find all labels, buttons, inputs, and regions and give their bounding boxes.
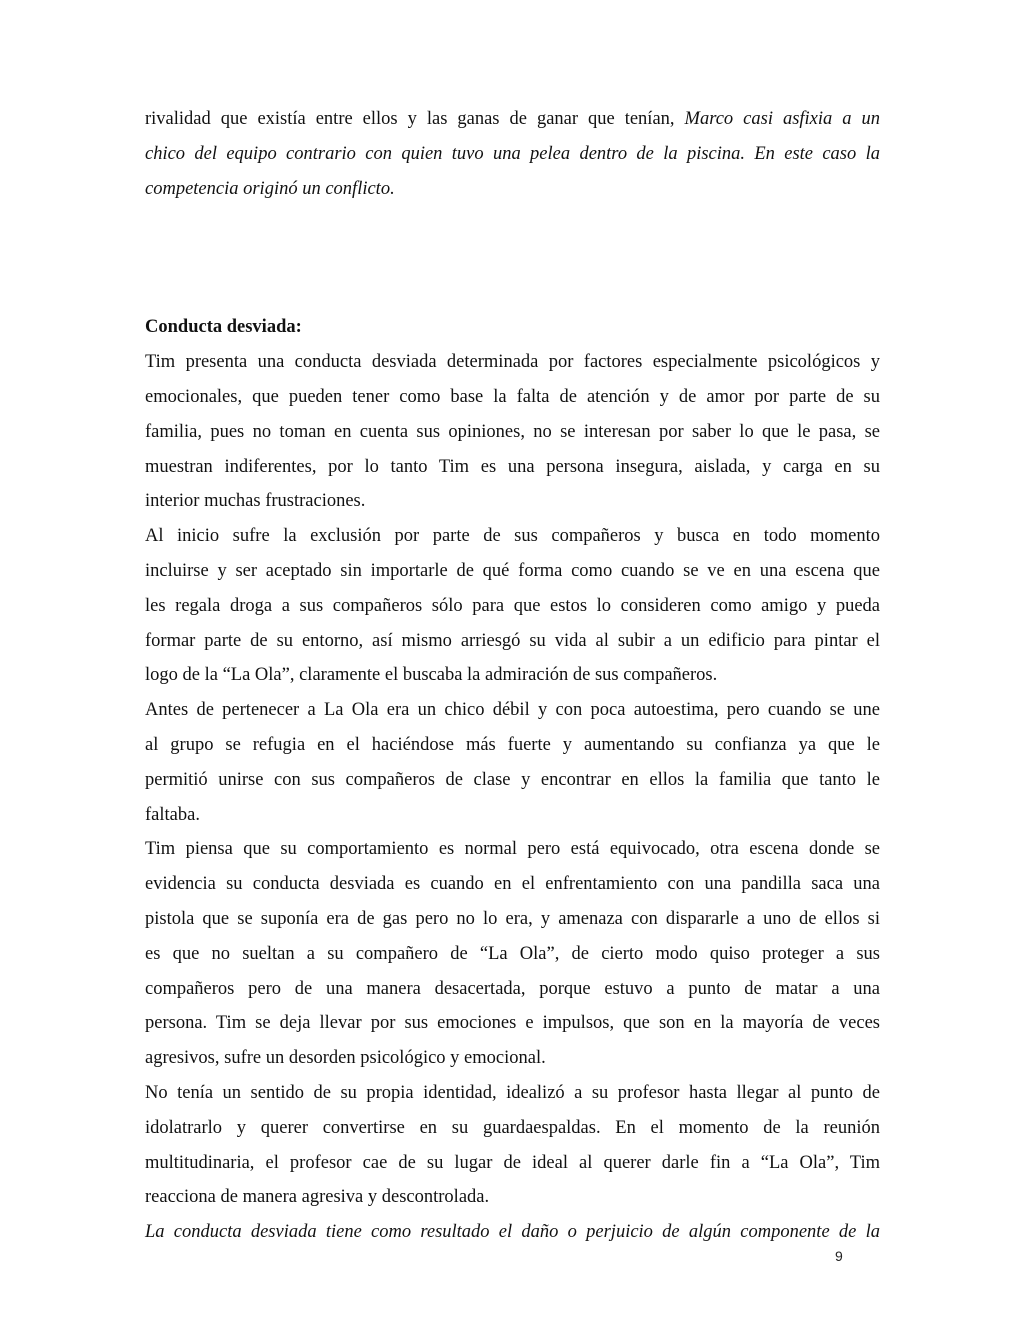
document-body — [145, 102, 880, 1250]
body-line: al grupo se refugia en el haciéndose más fuerte y aumentando su confianza ya que le — [145, 734, 880, 755]
body-line: es que no sueltan a su compañero de “La Ola”, de cierto modo quiso proteger a sus — [145, 943, 880, 964]
body-line: persona. Tim se deja llevar por sus emociones e impulsos, que son en la mayoría de veces — [145, 1013, 880, 1034]
body-line: logo de la “La Ola”, claramente el buscaba la admiración de sus compañeros. — [145, 665, 718, 686]
body-line: Al inicio sufre la exclusión por parte de sus compañeros y busca en todo momento — [145, 526, 880, 547]
intro-line-1-italic: Marco casi asfixia a un — [684, 109, 880, 129]
body-line: multitudinaria, el profesor cae de su lugar de ideal al querer darle fin a “La Ola”, Tim — [145, 1152, 880, 1173]
body-line: No tenía un sentido de su propia identidad, idealizó a su profesor hasta llegar al punto de — [145, 1082, 880, 1103]
body-line: idolatrarlo y querer convertirse en su guardaespaldas. En el momento de la reunión — [145, 1117, 880, 1138]
body-line: permitió unirse con sus compañeros de clase y encontrar en ellos la familia que tanto le — [145, 769, 880, 790]
body-line: Tim piensa que su comportamiento es normal pero está equivocado, otra escena donde se — [145, 839, 880, 860]
body-line: formar parte de su entorno, así mismo arriesgó su vida al subir a un edificio para pintar el — [145, 630, 880, 651]
final-italic-line: La conducta desviada tiene como resultado el daño o perjuicio de algún componente de la — [145, 1222, 880, 1243]
body-line: compañeros pero de una manera desacertada, porque estuvo a punto de matar a una — [145, 978, 880, 999]
section-heading: Conducta desviada: — [145, 317, 302, 338]
body-line: les regala droga a sus compañeros sólo para que estos lo consideren como amigo y pueda — [145, 595, 880, 616]
body-line: reacciona de manera agresiva y descontrolada. — [145, 1187, 490, 1208]
body-line: incluirse y ser aceptado sin importarle de qué forma como cuando se ve en una escena que — [145, 560, 880, 581]
intro-line-2: chico del equipo contrario con quien tuvo una pelea dentro de la piscina. En este caso la — [145, 143, 880, 164]
body-line: Tim presenta una conducta desviada determinada por factores especialmente psicológicos y — [145, 352, 880, 373]
body-paragraphs — [145, 345, 880, 1215]
body-line: Antes de pertenecer a La Ola era un chico débil y con poca autoestima, pero cuando se une — [145, 700, 880, 721]
body-line: emocionales, que pueden tener como base la falta de atención y de amor por parte de su — [145, 386, 880, 407]
section-spacer — [145, 206, 880, 310]
body-line: evidencia su conducta desviada es cuando en el enfrentamiento con una pandilla saca una — [145, 874, 880, 895]
body-line: interior muchas frustraciones. — [145, 491, 366, 512]
body-line: muestran indiferentes, por lo tanto Tim es una persona insegura, aislada, y carga en su — [145, 456, 880, 477]
intro-line-1 — [145, 102, 880, 137]
page-number: 9 — [835, 1248, 843, 1264]
body-line: familia, pues no toman en cuenta sus opiniones, no se interesan por saber lo que le pasa, se — [145, 421, 880, 442]
body-line: faltaba. — [145, 804, 200, 825]
body-line: pistola que se suponía era de gas pero no lo era, y amenaza con dispararle a uno de ellos si — [145, 908, 880, 929]
intro-line-1-plain: rivalidad que existía entre ellos y las ganas de ganar que tenían, — [145, 109, 685, 129]
intro-line-3: competencia originó un conflicto. — [145, 178, 395, 199]
body-line: agresivos, sufre un desorden psicológico y emocional. — [145, 1048, 546, 1069]
